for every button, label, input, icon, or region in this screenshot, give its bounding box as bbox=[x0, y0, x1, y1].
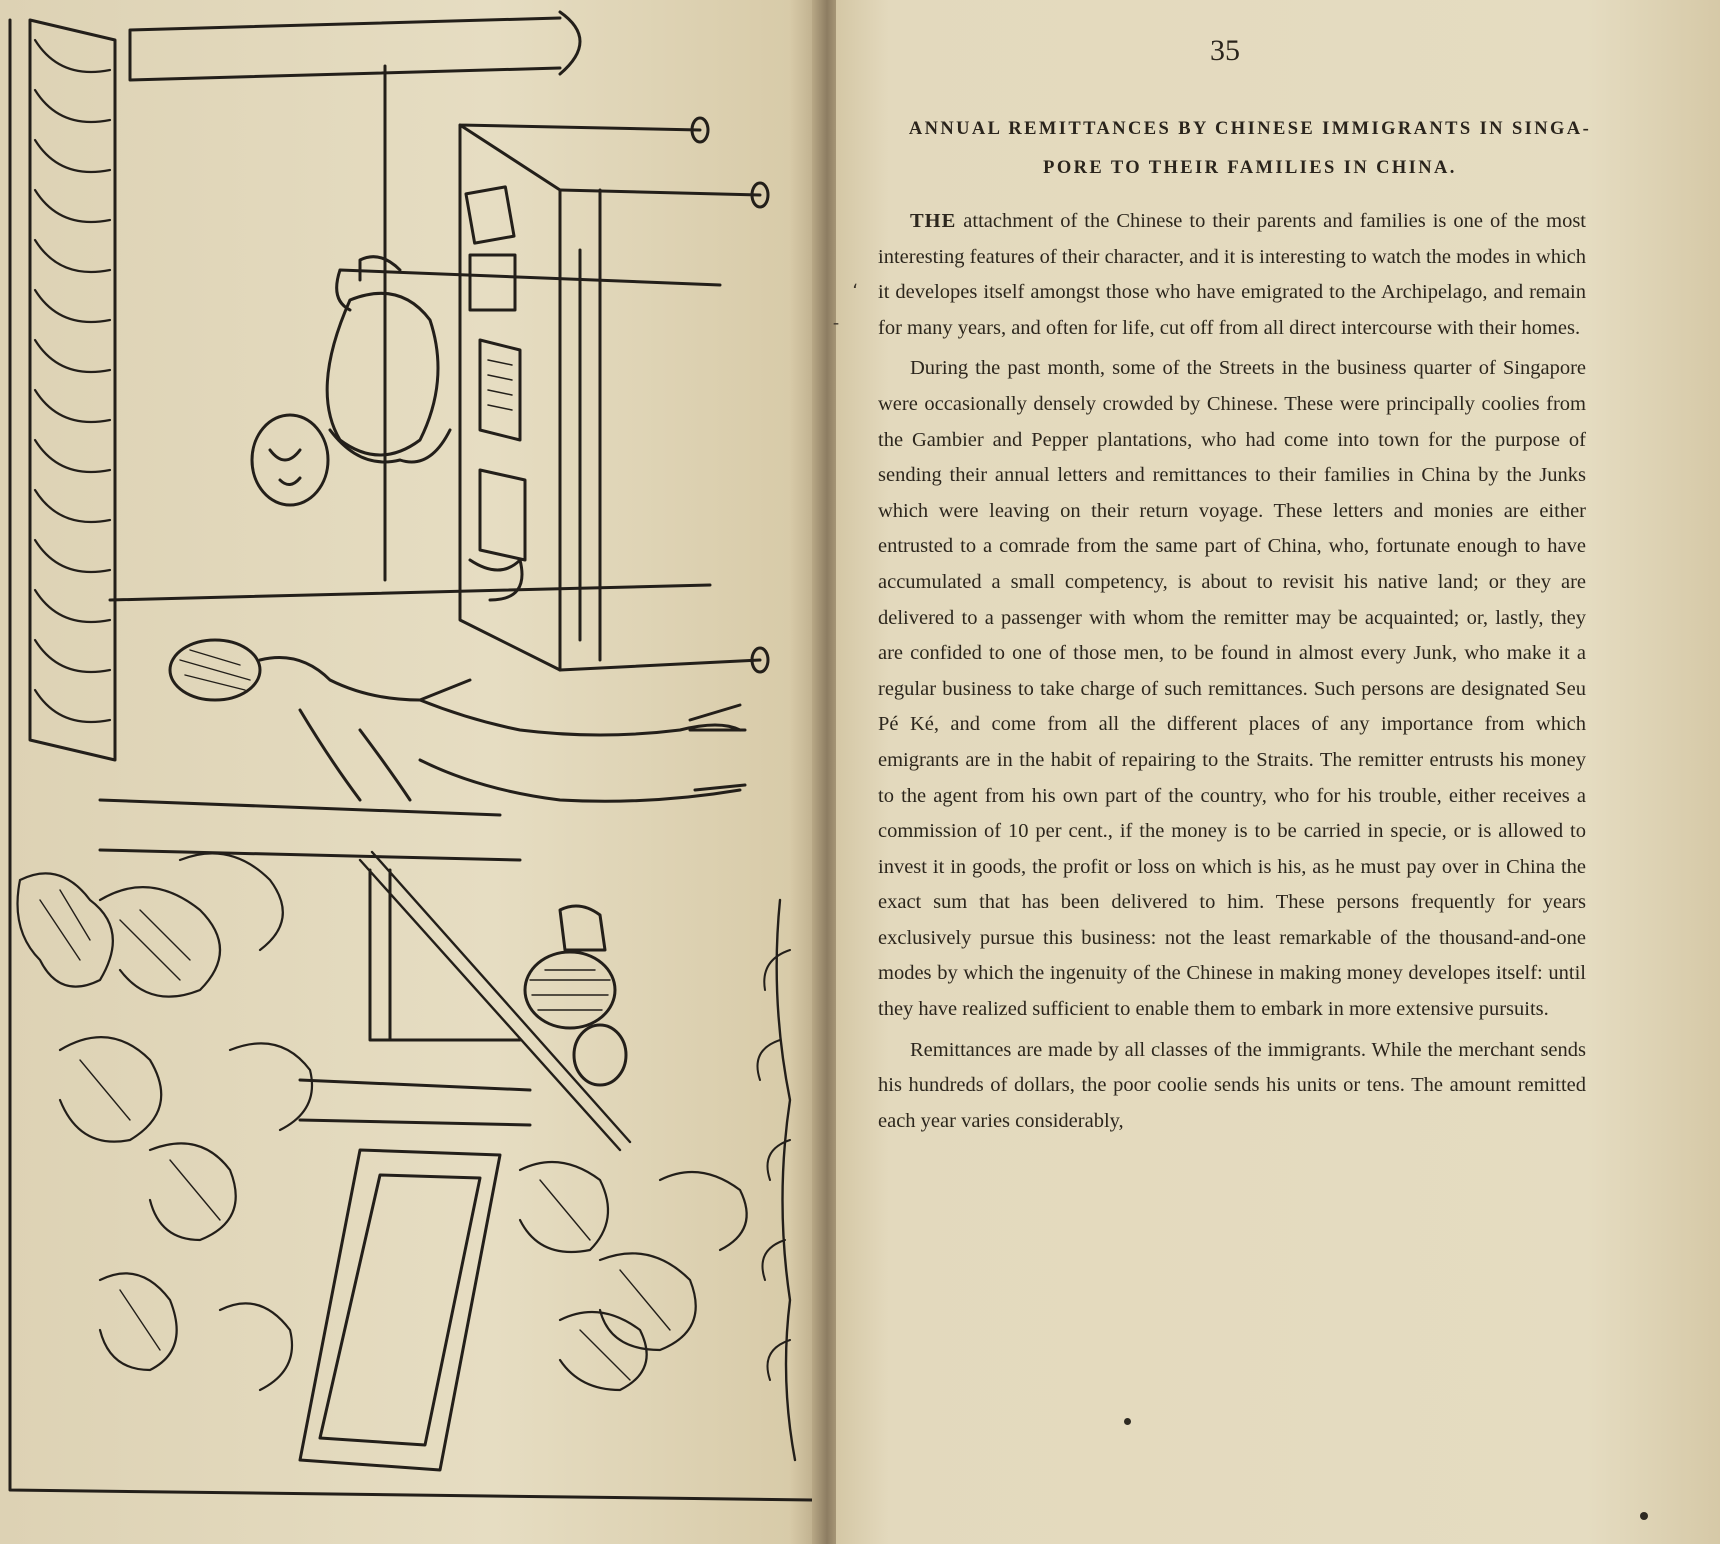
article-title-line-1: ANNUAL REMITTANCES BY CHINESE IMMIGRANTS IN SINGA- bbox=[908, 119, 1592, 139]
paragraph-1 bbox=[878, 204, 1586, 346]
article-title-line-2: PORE TO THEIR FAMILIES IN CHINA. bbox=[1043, 158, 1457, 178]
page-number: 35 bbox=[1210, 34, 1240, 67]
margin-mark: ، bbox=[852, 272, 858, 292]
paragraph-1-lead: THE bbox=[910, 210, 957, 232]
paragraph-2: During the past month, some of the Streets in the business quarter of Singapore were occasionally densely crowded by Chinese. These were principally coolies from the Gambier and Pepper plantations, who had come into town for the purpose of sending their annual letters and remittances to their families in China by the Junks which were leaving on their return voyage. These letters and monies are either entrusted to a comrade from the same part of China, who, fortunate enough to have accumulated a small competency, is about to revisit his native land; or they are delivered to a passenger with whom the remitter may be acquainted; or, lastly, they are confided to one of those men, to be found in almost every Junk, who make it a regular business to take charge of such remittances. Such persons are designated Seu Pé Ké, and come from all the different places of any importance from which emigrants are in the habit of repairing to the Straits. The remitter entrusts his money to the agent from his own part of the country, who for his trouble, either receives a commission of 10 per cent., if the money is to be carried in specie, or is allowed to invest it in goods, the profit or loss on which is his, as he must pay over in China the exact sum that has been delivered to him. These persons frequently for years exclusively pursue this business: not the least remarkable of the thousand-and-one modes by which the ingenuity of the Chinese in making money developes itself: until they have realized sufficient to enable them to embark in more extensive pursuits. bbox=[878, 357, 1586, 1021]
ink-spot bbox=[1640, 1512, 1648, 1520]
woodcut-illustration-icon bbox=[0, 0, 820, 1544]
margin-dash: - bbox=[833, 312, 839, 332]
paragraph-3: Remittances are made by all classes of the immigrants. While the merchant sends his hundreds of dollars, the poor coolie sends his units or tens. The amount remitted each year varies considerably, bbox=[878, 1038, 1586, 1132]
left-page bbox=[0, 0, 822, 1544]
paragraph-1-text: attachment of the Chinese to their parents and families is one of the most interesting features of their character, and it is interesting to watch the modes in which it developes itself amongst those who have emigrated to the Archipelago, and remain for many years, and often for life, cut off from all direct intercourse with their homes. bbox=[878, 210, 1586, 339]
article-body bbox=[878, 204, 1586, 1139]
article-title bbox=[860, 110, 1640, 188]
ink-spot bbox=[1124, 1418, 1131, 1425]
